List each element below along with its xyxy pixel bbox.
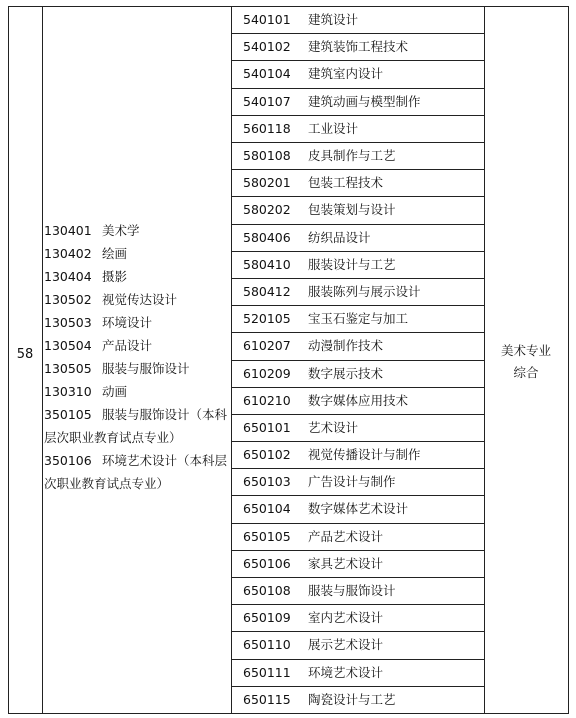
major-code: 580202 [243,202,291,218]
list-item [44,380,229,403]
list-item [44,357,229,380]
major-name: 陶瓷设计与工艺 [308,691,396,707]
major-code: 650108 [243,583,291,599]
major-code: 130310 [44,384,92,399]
table-row [231,550,484,577]
table-row [231,659,484,686]
major-name: 纺织品设计 [308,229,371,245]
table-row [231,142,484,169]
row-divider [231,142,484,143]
list-item [44,449,229,495]
row-divider [231,468,484,469]
major-name: 服装陈列与展示设计 [308,283,421,299]
major-name: 绘画 [102,246,128,261]
major-code: 540107 [243,93,291,109]
major-name: 建筑装饰工程技术 [308,39,409,55]
row-divider [231,414,484,415]
row-divider [231,659,484,660]
table-border-right [568,6,569,714]
row-divider [231,495,484,496]
major-code: 650109 [243,610,291,626]
row-divider [231,631,484,632]
major-code: 580406 [243,229,291,245]
table-row [231,387,484,414]
table-row [231,523,484,550]
major-name: 艺术设计 [308,419,359,435]
major-name: 视觉传播设计与制作 [308,447,421,463]
major-name: 宝玉石鉴定与加工 [308,311,409,327]
table-row [231,468,484,495]
major-name: 服装与服饰设计（本科层次职业教育试点专业） [44,407,228,445]
major-code: 580410 [243,256,291,272]
major-name: 建筑室内设计 [308,66,384,82]
major-code: 130504 [44,338,92,353]
table-row [231,577,484,604]
row-divider [231,196,484,197]
list-item [44,334,229,357]
table-row [231,33,484,60]
row-divider [231,686,484,687]
list-item [44,219,229,242]
row-divider [231,251,484,252]
major-code: 580201 [243,175,291,191]
major-name: 美术学 [102,223,140,238]
major-name: 皮具制作与工艺 [308,147,396,163]
major-code: 130404 [44,269,92,284]
major-name: 环境设计 [102,315,153,330]
major-name: 数字媒体艺术设计 [308,501,409,517]
major-name: 数字媒体应用技术 [308,392,409,408]
major-name: 数字展示技术 [308,365,384,381]
major-code: 650103 [243,474,291,490]
list-item [44,242,229,265]
row-divider [231,550,484,551]
major-code: 650115 [243,691,291,707]
major-code: 130401 [44,223,92,238]
major-name: 服装设计与工艺 [308,256,396,272]
major-code: 540101 [243,12,291,27]
major-code: 130503 [44,315,92,330]
table-row [231,169,484,196]
row-divider [231,360,484,361]
table-row [231,495,484,522]
row-divider [231,332,484,333]
exam-requirement [484,340,568,384]
sequence-number: 58 [16,347,34,362]
table-row [231,305,484,332]
major-code: 130502 [44,292,92,307]
major-code: 650101 [243,419,291,435]
major-name: 环境艺术设计（本科层次职业教育试点专业） [44,453,228,491]
table-row [231,6,484,33]
row-divider [231,169,484,170]
column-divider [42,6,43,714]
major-code: 520105 [243,311,291,327]
major-code: 650102 [243,447,291,463]
table-row [231,441,484,468]
table-row [231,224,484,251]
major-code: 350106 [44,453,92,468]
row-divider [231,604,484,605]
major-code: 560118 [243,120,291,136]
major-code: 580108 [243,147,291,163]
major-name: 建筑动画与模型制作 [308,93,421,109]
table-row [231,60,484,87]
table-row [231,686,484,713]
row-divider [231,441,484,442]
major-name: 服装与服饰设计 [102,361,190,376]
major-name: 摄影 [102,269,128,284]
major-code: 540102 [243,39,291,55]
row-divider [231,33,484,34]
major-name: 视觉传达设计 [102,292,178,307]
list-item [44,265,229,288]
undergrad-major-list [44,219,229,495]
table-row [231,360,484,387]
major-code: 650105 [243,528,291,544]
major-name: 广告设计与制作 [308,474,396,490]
major-code: 650104 [243,501,291,517]
table-row [231,604,484,631]
major-name: 动画 [102,384,128,399]
table-row [231,196,484,223]
major-name: 展示艺术设计 [308,637,384,653]
row-divider [231,224,484,225]
major-code: 580412 [243,283,291,299]
table-row [231,278,484,305]
list-item [44,311,229,334]
major-name: 环境艺术设计 [308,664,384,680]
row-divider [231,60,484,61]
row-divider [231,577,484,578]
row-divider [231,115,484,116]
major-code: 130402 [44,246,92,261]
table-row [231,115,484,142]
table-row [231,251,484,278]
row-divider [231,305,484,306]
requirement-line: 美术专业 [500,343,551,358]
table-row [231,332,484,359]
major-code: 130505 [44,361,92,376]
major-name: 产品设计 [102,338,153,353]
major-code: 610209 [243,365,291,381]
major-code: 350105 [44,407,92,422]
major-code: 650106 [243,555,291,571]
major-name: 动漫制作技术 [308,338,384,354]
table-border-bottom [8,713,568,714]
table-row [231,88,484,115]
row-divider [231,278,484,279]
major-code: 610207 [243,338,291,354]
list-item [44,403,229,449]
major-name: 包装工程技术 [308,175,384,191]
major-code: 650111 [243,664,291,680]
major-code: 610210 [243,392,291,408]
major-name: 建筑设计 [308,12,359,27]
row-divider [231,387,484,388]
row-divider [231,88,484,89]
table-row [231,414,484,441]
table-row [231,631,484,658]
major-name: 服装与服饰设计 [308,583,396,599]
row-divider [231,523,484,524]
major-code: 540104 [243,66,291,82]
requirement-line: 综合 [513,365,539,380]
list-item [44,288,229,311]
major-name: 家具艺术设计 [308,555,384,571]
major-name: 室内艺术设计 [308,610,384,626]
major-name: 产品艺术设计 [308,528,384,544]
major-code: 650110 [243,637,291,653]
major-name: 包装策划与设计 [308,202,396,218]
major-name: 工业设计 [308,120,359,136]
